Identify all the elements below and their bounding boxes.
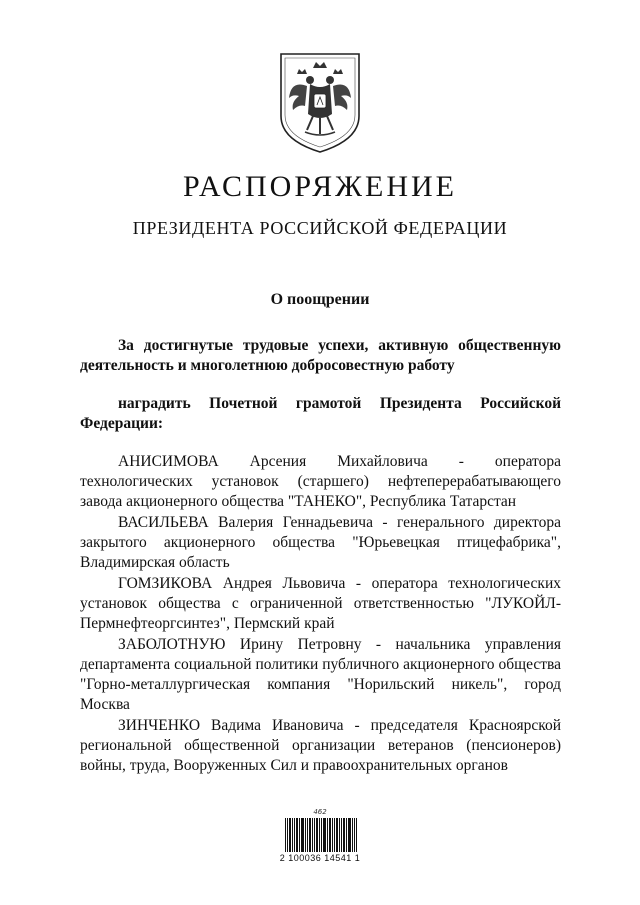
awardee-item: ЗАБОЛОТНУЮ Ирину Петровну - начальника управления департамента социальной политики публичного акционерного общества "Горно-металлургическая компания "Норильский никель", город Москва	[80, 636, 561, 713]
decision-paragraph: наградить Почетной грамотой Президента Российской Федерации:	[80, 395, 561, 432]
awardee-item: ЗИНЧЕНКО Вадима Ивановича - председателя Красноярской региональной общественной организации ветеранов (пенсионеров) войны, труда, Вооруженных Сил и правоохранительных органов	[80, 717, 561, 774]
awardee-item: ВАСИЛЬЕВА Валерия Геннадьевича - генерального директора закрытого акционерного общества "Юрьевецкая птицефабрика", Владимирская область	[80, 514, 561, 571]
document-title: РАСПОРЯЖЕНИЕ	[182, 170, 458, 203]
coat-of-arms-icon	[277, 50, 363, 156]
awardee-item: АНИСИМОВА Арсения Михайловича - оператора технологических установок (старшего) нефтеперерабатывающего завода акционерного общества "ТАНЕКО", Республика Татарстан	[80, 453, 561, 510]
registration-mark: 462	[313, 808, 327, 816]
barcode-icon	[285, 818, 357, 852]
preamble-paragraph: За достигнутые трудовые успехи, активную общественную деятельность и многолетнюю добросовестную работу	[80, 337, 561, 374]
document-heading: О поощрении	[270, 291, 370, 308]
awardee-item: ГОМЗИКОВА Андрея Львовича - оператора технологических установок общества с ограниченной ответственностью "ЛУКОЙЛ-Пермнефтеоргсинтез", Пермский край	[80, 575, 561, 632]
barcode-number: 2 100036 14541 1	[279, 853, 361, 863]
document-subtitle: ПРЕЗИДЕНТА РОССИЙСКОЙ ФЕДЕРАЦИИ	[132, 218, 508, 238]
